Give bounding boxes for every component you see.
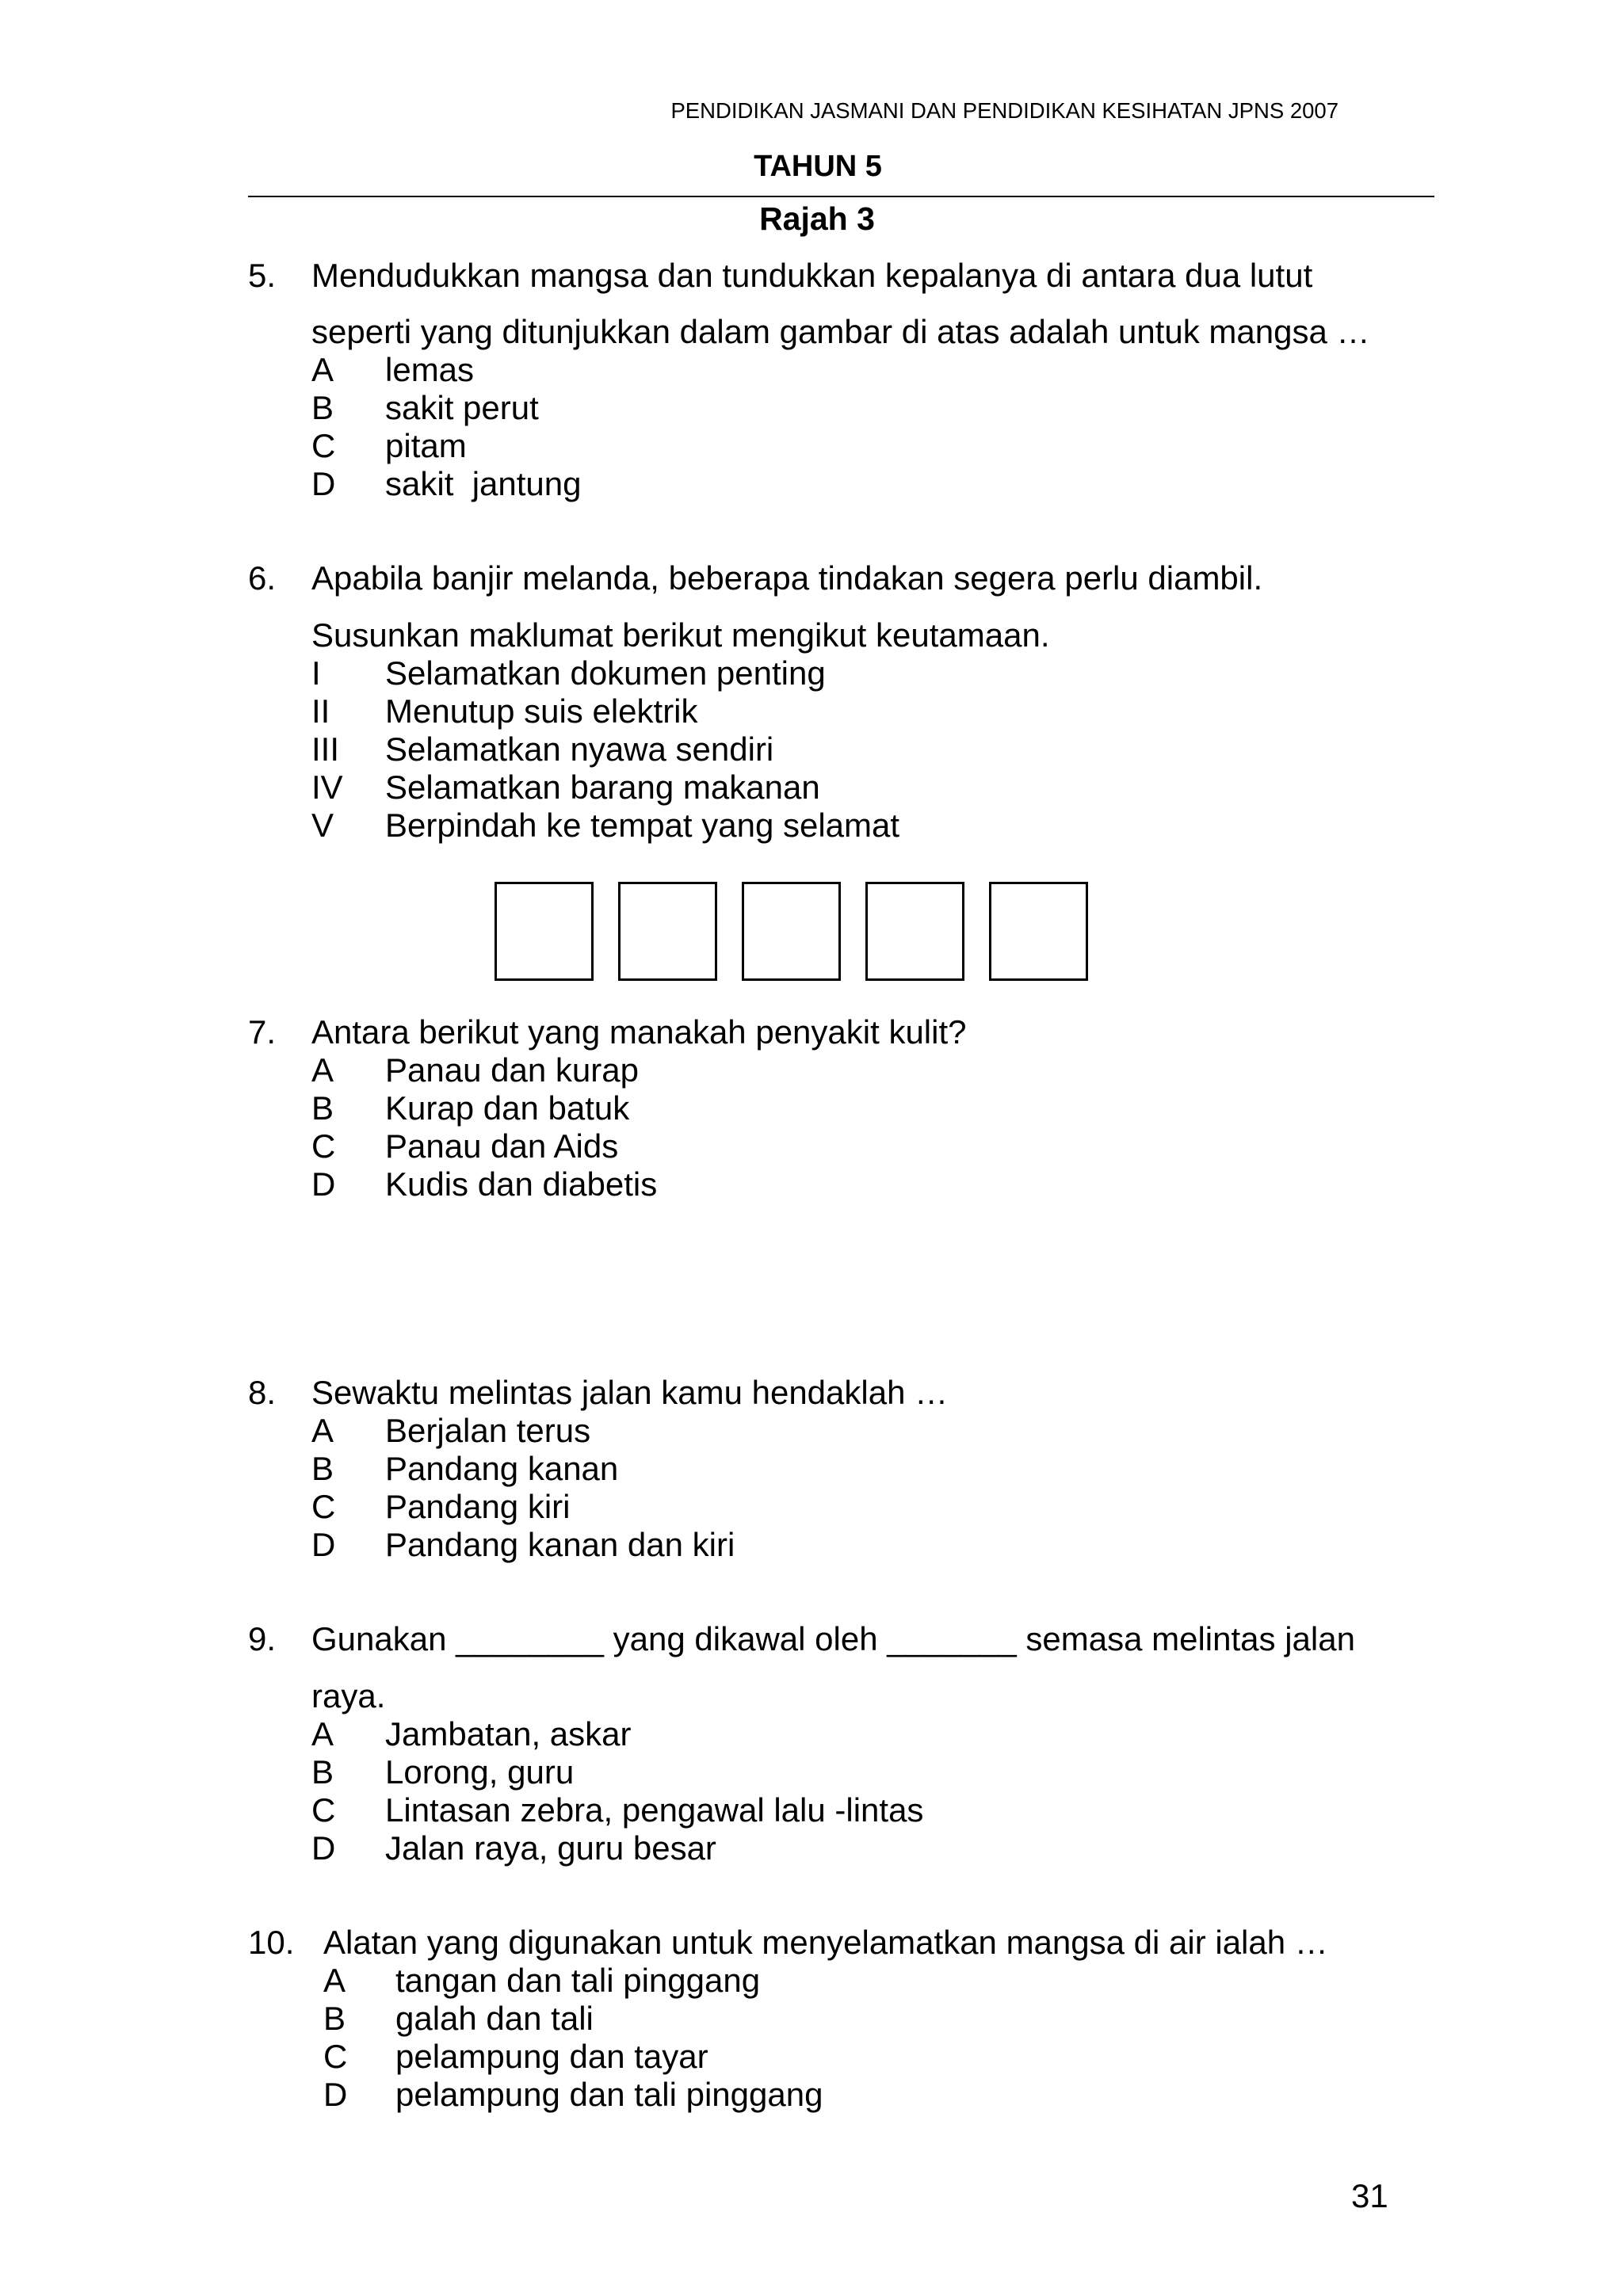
answer-boxes: [495, 882, 1088, 981]
option-text: Panau dan Aids: [385, 1127, 619, 1165]
question-7: [248, 1013, 1437, 1203]
option-label: II: [311, 692, 330, 730]
option-label: A: [311, 1412, 334, 1449]
option-row: [248, 692, 1437, 730]
question-number: 10.: [248, 1924, 295, 1961]
option-row: [248, 2038, 1437, 2076]
question-10: [248, 1924, 1437, 2114]
option-label: I: [311, 654, 321, 692]
option-text: Berjalan terus: [385, 1412, 591, 1449]
question-stem-row: [248, 1013, 1437, 1051]
option-row: [248, 1962, 1437, 2000]
option-row: [248, 1488, 1437, 1526]
question-stem-row: [248, 616, 1437, 654]
option-row: [248, 2076, 1437, 2114]
option-row: [248, 1715, 1437, 1753]
option-text: sakit perut: [385, 389, 539, 426]
option-row: [248, 2000, 1437, 2038]
option-row: [248, 654, 1437, 692]
question-stem-row: [248, 1374, 1437, 1412]
page-number: 31: [1351, 2177, 1388, 2214]
option-text: Pandang kanan: [385, 1450, 619, 1487]
answer-box: [989, 882, 1088, 981]
option-label: A: [311, 1715, 334, 1753]
question-number: 8.: [248, 1374, 277, 1411]
option-label: A: [311, 1051, 334, 1089]
option-text: Panau dan kurap: [385, 1051, 639, 1089]
question-6: [248, 559, 1437, 845]
question-stem-row: [248, 1924, 1437, 1962]
option-row: [248, 807, 1437, 845]
option-text: Kurap dan batuk: [385, 1089, 630, 1127]
option-row: [248, 1412, 1437, 1450]
option-label: D: [311, 1165, 336, 1203]
answer-box: [618, 882, 717, 981]
option-text: lemas: [385, 351, 475, 388]
question-stem: Susunkan maklumat berikut mengikut keutamaan.: [311, 616, 1050, 654]
answer-box: [865, 882, 964, 981]
option-row: [248, 1450, 1437, 1488]
option-row: [248, 730, 1437, 769]
question-stem-row: [248, 313, 1437, 351]
question-number: 9.: [248, 1620, 277, 1657]
question-stem: Gunakan ________ yang dikawal oleh _______ semasa melintas jalan: [311, 1620, 1355, 1657]
option-text: Selamatkan nyawa sendiri: [385, 730, 774, 768]
option-row: [248, 769, 1437, 807]
option-text: Selamatkan dokumen penting: [385, 654, 826, 692]
figure-caption: Rajah 3: [759, 200, 875, 237]
option-label: B: [311, 389, 334, 426]
option-row: [248, 389, 1437, 427]
question-stem: Alatan yang digunakan untuk menyelamatkan mangsa di air ialah …: [323, 1924, 1328, 1961]
option-label: C: [311, 427, 336, 464]
question-number: 7.: [248, 1013, 277, 1051]
option-label: D: [311, 1526, 336, 1563]
option-label: B: [323, 2000, 346, 2037]
question-9: [248, 1620, 1437, 1867]
question-stem: Sewaktu melintas jalan kamu hendaklah …: [311, 1374, 949, 1411]
answer-box: [742, 882, 841, 981]
question-stem-row: [248, 257, 1437, 295]
option-text: Selamatkan barang makanan: [385, 769, 820, 806]
option-row: [248, 1829, 1437, 1867]
header-rule: [248, 196, 1434, 197]
grade-heading: TAHUN 5: [754, 150, 882, 183]
question-stem: seperti yang ditunjukkan dalam gambar di atas adalah untuk mangsa …: [311, 313, 1370, 350]
option-text: Pandang kanan dan kiri: [385, 1526, 735, 1563]
option-label: V: [311, 807, 334, 844]
option-label: B: [311, 1089, 334, 1127]
question-stem: Mendudukkan mangsa dan tundukkan kepalanya di antara dua lutut: [311, 257, 1313, 294]
option-label: D: [311, 465, 336, 502]
option-text: pelampung dan tayar: [395, 2038, 708, 2075]
option-row: [248, 1165, 1437, 1203]
option-row: [248, 1089, 1437, 1127]
option-row: [248, 351, 1437, 389]
question-stem-row: [248, 1620, 1437, 1658]
option-text: Kudis dan diabetis: [385, 1165, 658, 1203]
question-stem: Antara berikut yang manakah penyakit kulit?: [311, 1013, 967, 1051]
question-5: [248, 257, 1437, 503]
question-stem: raya.: [311, 1677, 386, 1714]
question-number: 6.: [248, 559, 277, 597]
option-label: D: [311, 1829, 336, 1867]
option-text: Lorong, guru: [385, 1753, 575, 1791]
option-label: IV: [311, 769, 343, 806]
option-row: [248, 1753, 1437, 1791]
option-text: tangan dan tali pinggang: [395, 1962, 761, 1999]
option-label: A: [323, 1962, 346, 1999]
question-stem: Apabila banjir melanda, beberapa tindakan segera perlu diambil.: [311, 559, 1263, 597]
option-row: [248, 1127, 1437, 1165]
option-label: III: [311, 730, 340, 768]
answer-box: [495, 882, 594, 981]
option-row: [248, 465, 1437, 503]
option-text: pelampung dan tali pinggang: [395, 2076, 823, 2113]
option-text: galah dan tali: [395, 2000, 594, 2037]
running-title: PENDIDIKAN JASMANI DAN PENDIDIKAN KESIHATAN JPNS 2007: [670, 98, 1338, 123]
option-label: C: [323, 2038, 348, 2075]
question-stem-row: [248, 1677, 1437, 1715]
option-label: D: [323, 2076, 348, 2113]
option-row: [248, 427, 1437, 465]
option-text: sakit jantung: [385, 465, 582, 502]
option-row: [248, 1791, 1437, 1829]
option-text: pitam: [385, 427, 467, 464]
option-text: Lintasan zebra, pengawal lalu -lintas: [385, 1791, 924, 1829]
option-label: C: [311, 1127, 336, 1165]
question-8: [248, 1374, 1437, 1564]
option-label: B: [311, 1753, 334, 1791]
option-text: Menutup suis elektrik: [385, 692, 698, 730]
option-label: A: [311, 351, 334, 388]
question-stem-row: [248, 559, 1437, 597]
option-text: Jalan raya, guru besar: [385, 1829, 716, 1867]
option-label: C: [311, 1488, 336, 1525]
option-row: [248, 1051, 1437, 1089]
option-row: [248, 1526, 1437, 1564]
option-text: Berpindah ke tempat yang selamat: [385, 807, 900, 844]
option-text: Jambatan, askar: [385, 1715, 632, 1753]
option-text: Pandang kiri: [385, 1488, 571, 1525]
option-label: B: [311, 1450, 334, 1487]
question-number: 5.: [248, 257, 277, 294]
option-label: C: [311, 1791, 336, 1829]
